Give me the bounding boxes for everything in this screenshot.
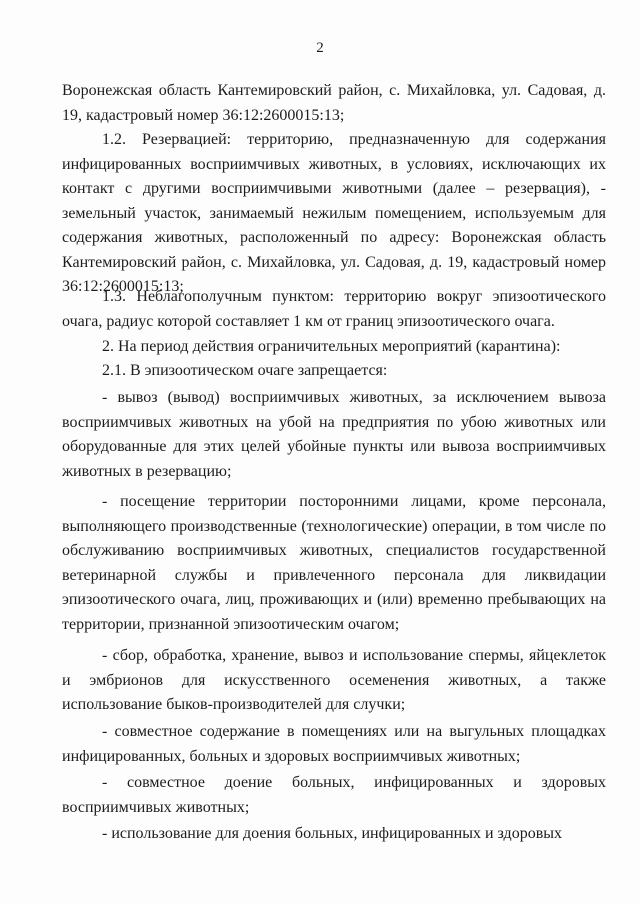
paragraph-1-3-unfavorable-point: 1.3. Неблагополучным пунктом: территорию вокруг эпизоотического очага, радиус которой составляет 1 км от границ эпизоотического очага. <box>62 288 606 330</box>
list-item-visiting-territory: - посещение территории посторонними лицами, кроме персонала, выполняющего производственные (технологические) операции, в том числе по обслуживанию восприимчивых животных, специалистов государственной ветеринарной службы и привлеченного персонала для ликвидации эпизоотического очага, лиц, проживающих и (или) временно пребывающих на территории, признанной эпизоотическим очагом; <box>62 493 606 633</box>
list-item-animal-export: - вывоз (вывод) восприимчивых животных, за исключением вывоза восприимчивых животных на убой на предприятия по убою животных или оборудованные для этих целей убойные пункты или вывоза восприимчивых животных в резервацию; <box>62 389 606 480</box>
list-item-joint-keeping: - совместное содержание в помещениях или на выгульных площадках инфицированных, больных и здоровых восприимчивых животных; <box>62 723 606 765</box>
list-item-sperm-collection: - сбор, обработка, хранение, вывоз и использование спермы, яйцеклеток и эмбрионов для искусственного осеменения животных, а также использование быков-производителей для случки; <box>62 647 606 713</box>
list-item-milking-use: - использование для доения больных, инфицированных и здоровых <box>102 825 562 842</box>
list-item-joint-milking: - совместное доение больных, инфицированных и здоровых восприимчивых животных; <box>62 774 606 816</box>
paragraph-address: Воронежская область Кантемировский район, с. Михайловка, ул. Садовая, д. 19, кадастровый номер 36:12:2600015:13; <box>62 82 606 124</box>
paragraph-2-1-prohibited: 2.1. В эпизоотическом очаге запрещается: <box>102 362 388 379</box>
paragraph-1-2-reservation: 1.2. Резервацией: территорию, предназначенную для содержания инфицированных восприимчивых животных, в условиях, исключающих их контакт с другими восприимчивыми животными (далее – резервация), - земельный участок, занимаемый нежилым помещением, используемым для содержания животных, расположенный по адресу: Воронежская область Кантемировский район, с. Михайловка, ул. Садовая, д. 19, кадастровый номер 36:12:2600015:13; <box>62 131 606 295</box>
paragraph-2-quarantine-period: 2. На период действия ограничительных мероприятий (карантина): <box>102 338 561 355</box>
page-number: 2 <box>316 40 324 56</box>
